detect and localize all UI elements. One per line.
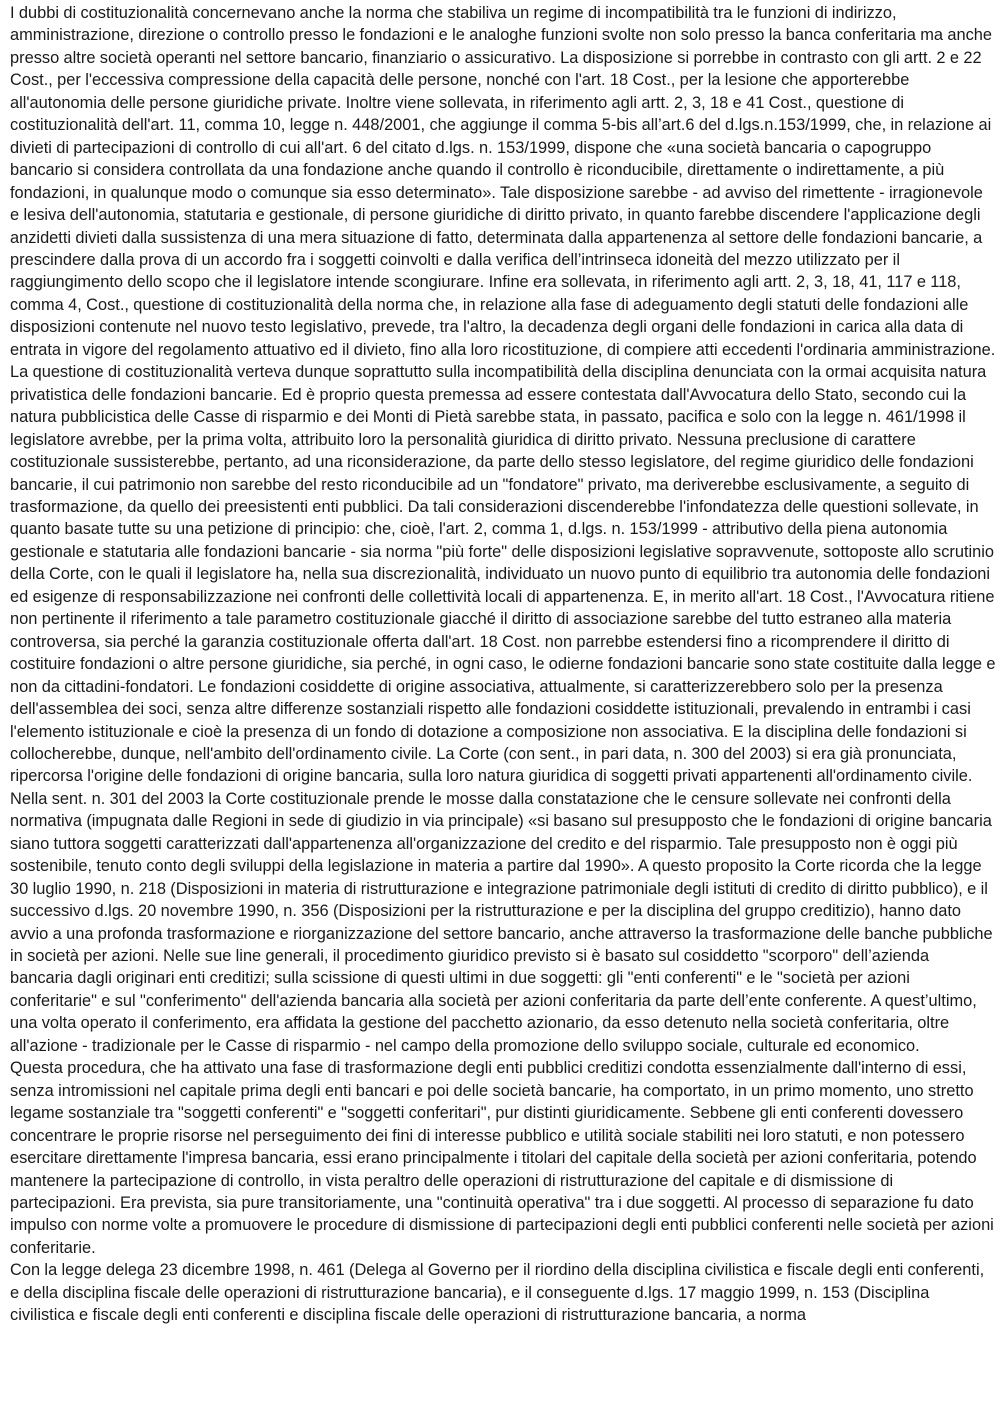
paragraph-1: I dubbi di costituzionalità concernevano anche la norma che stabiliva un regime di incompatibilità tra le funzioni di indirizzo, amministrazione, direzione o controllo presso le fondazioni e le analoghe funzioni svolte non solo presso la banca conferitaria ma anche presso altre società operanti nel settore bancario, finanziario o assicurativo. La disposizione si porrebbe in contrasto con gli artt. 2 e 22 Cost., per l'eccessiva compressione della capacità delle persone, nonché con l'art. 18 Cost., per la lesione che apporterebbe all'autonomia delle persone giuridiche private. Inoltre viene sollevata, in riferimento agli artt. 2, 3, 18 e 41 Cost., questione di costituzionalità dell'art. 11, comma 10, legge n. 448/2001, che aggiunge il comma 5-bis all’art.6 del d.lgs.n.153/1999, che, in relazione ai divieti di partecipazioni di controllo di cui all'art. 6 del citato d.lgs. n. 153/1999, dispone che «una società bancaria o capogruppo bancario si considera controllata da una fondazione anche quando il controllo è riconducibile, direttamente o indirettamente, a più fondazioni, in qualunque modo o comunque sia esso determinato». Tale disposizione sarebbe - ad avviso del rimettente - irragionevole e lesiva dell'autonomia, statutaria e gestionale, di persone giuridiche di diritto privato, in quanto farebbe discendere l'applicazione degli anzidetti divieti dalla sussistenza di una mera situazione di fatto, determinata dalla appartenenza al settore delle fondazioni bancarie, a prescindere dalla prova di un accordo fra i soggetti coinvolti e dalla verifica dell’intrinseca idoneità del mezzo utilizzato per il raggiungimento dello scopo che il legislatore intende scongiurare. Infine era sollevata, in riferimento agli artt. 2, 3, 18, 41, 117 e 118, comma 4, Cost., questione di costituzionalità della norma che, in relazione alla fase di adeguamento degli statuti delle fondazioni alle disposizioni contenute nel nuovo testo legislativo, prevede, tra l'altro, la decadenza degli organi delle fondazioni in carica alla data di entrata in vigore del regolamento attuativo ed il divieto, fino alla loro ricostituzione, di compiere atti eccedenti l'ordinaria amministrazione. La questione di costituzionalità verteva dunque soprattutto sulla incompatibilità della disciplina denunciata con la ormai acquisita natura privatistica delle fondazioni bancarie. Ed è proprio questa premessa ad essere contestata dall'Avvocatura dello Stato, secondo cui la natura pubblicistica delle Casse di risparmio e dei Monti di Pietà sarebbe stata, in passato, pacifica e solo con la legge n. 461/1998 il legislatore avrebbe, per la prima volta, attribuito loro la personalità giuridica di diritto privato. Nessuna preclusione di carattere costituzionale sussisterebbe, pertanto, ad una riconsiderazione, da parte dello stesso legislatore, del regime giuridico delle fondazioni bancarie, il cui patrimonio non sarebbe del resto riconducibile ad un "fondatore" privato, ma deriverebbe esclusivamente, a seguito di trasformazione, da quello dei preesistenti enti pubblici. Da tali considerazioni discenderebbe l'infondatezza delle questioni sollevate, in quanto basate tutte su una petizione di principio: che, cioè, l'art. 2, comma 1, d.lgs. n. 153/1999 - attributivo della piena autonomia gestionale e statutaria alle fondazioni bancarie - sia norma "più forte" delle disposizioni legislative sopravvenute, sottoposte allo scrutinio della Corte, con le quali il legislatore ha, nella sua discrezionalità, individuato un nuovo punto di equilibrio tra autonomia delle fondazioni ed esigenze di responsabilizzazione nei confronti delle collettività locali di appartenenza. E, in merito all'art. 18 Cost., l'Avvocatura ritiene non pertinente il riferimento a tale parametro costituzionale giacché il diritto di associazione sarebbe del tutto estraneo alla materia controversa, sia perché la garanzia costituzionale offerta dall'art. 18 Cost. non parrebbe estendersi fino a ricomprendere il diritto di costituire fondazioni o altre persone giuridiche, sia perché, in ogni caso, le odierne fondazioni bancarie sono state costituite dalla legge e non da cittadini-fondatori. Le fondazioni cosiddette di origine associativa, attualmente, si caratterizzerebbero solo per la presenza dell'assemblea dei soci, senza altre differenze sostanziali rispetto alle fondazioni cosiddette istituzionali, prevalendo in entrambi i casi l'elemento istituzionale e cioè la presenza di un fondo di dotazione a composizione non associativa. E la disciplina delle fondazioni si collocherebbe, dunque, nell'ambito dell'ordinamento civile. La Corte (con sent., in pari data, n. 300 del 2003) si era già pronunciata, ripercorsa l'origine delle fondazioni di origine bancaria, sulla loro natura giuridica di soggetti privati appartenenti all'ordinamento civile. Nella sent. n. 301 del 2003 la Corte costituzionale prende le mosse dalla constatazione che le censure sollevate nei confronti della normativa (impugnata dalle Regioni in sede di giudizio in via principale) «si basano sul presupposto che le fondazioni di origine bancaria siano tuttora soggetti caratterizzati dall'appartenenza all'organizzazione del credito e del risparmio. Tale presupposto non è oggi più sostenibile, tenuto conto degli sviluppi della legislazione in materia a partire dal 1990». A questo proposito la Corte ricorda che la legge 30 luglio 1990, n. 218 (Disposizioni in materia di ristrutturazione e integrazione patrimoniale degli istituti di credito di diritto pubblico), e il successivo d.lgs. 20 novembre 1990, n. 356 (Disposizioni per la ristrutturazione e per la disciplina del gruppo creditizio), hanno dato avvio a una profonda trasformazione e riorganizzazione del settore bancario, anche attraverso la trasformazione delle banche pubbliche in società per azioni. Nelle sue line generali, il procedimento giuridico previsto si è basato sul cosiddetto "scorporo" dell’azienda bancaria dagli originari enti creditizi; sulla scissione di questi ultimi in due soggetti: gli "enti conferenti" e le "società per azioni conferitarie" e sul "conferimento" dell'azienda bancaria alla società per azioni conferitaria da parte dell’ente conferente. A quest’ultimo, una volta operato il conferimento, era affidata la gestione del pacchetto azionario, da esso detenuto nella società conferitaria, oltre all'azione - tradizionale per le Casse di risparmio - nel campo della promozione dello sviluppo sociale, culturale ed economico. — [10, 4, 996, 1055]
paragraph-2: Questa procedura, che ha attivato una fase di trasformazione degli enti pubblici creditizi condotta essenzialmente dall'interno di essi, senza intromissioni nel capitale prima degli enti bancari e poi delle società bancarie, ha comportato, in un primo momento, uno stretto legame sostanziale tra "soggetti conferenti" e "soggetti conferitari", pur distinti giuridicamente. Sebbene gli enti conferenti dovessero concentrare le proprie risorse nel perseguimento dei fini di interesse pubblico e utilità sociale stabiliti nei loro statuti, e non potessero esercitare direttamente l'impresa bancaria, essi erano principalmente i titolari del capitale della società per azioni conferitaria, potendo mantenere la partecipazione di controllo, in vista peraltro delle operazioni di ristrutturazione del capitale e di dismissione di partecipazioni. Era prevista, sia pure transitoriamente, una "continuità operativa" tra i due soggetti. Al processo di separazione fu dato impulso con norme volte a promuovere le procedure di dismissione di partecipazioni degli enti pubblici conferenti nelle società per azioni conferitarie. — [10, 1059, 994, 1257]
document-page — [10, 2, 996, 1327]
paragraph-3: Con la legge delega 23 dicembre 1998, n. 461 (Delega al Governo per il riordino della disciplina civilistica e fiscale degli enti conferenti, e della disciplina fiscale delle operazioni di ristrutturazione bancaria), e il conseguente d.lgs. 17 maggio 1999, n. 153 (Disciplina civilistica e fiscale degli enti conferenti e disciplina fiscale delle operazioni di ristrutturazione bancaria, a norma — [10, 1261, 985, 1325]
